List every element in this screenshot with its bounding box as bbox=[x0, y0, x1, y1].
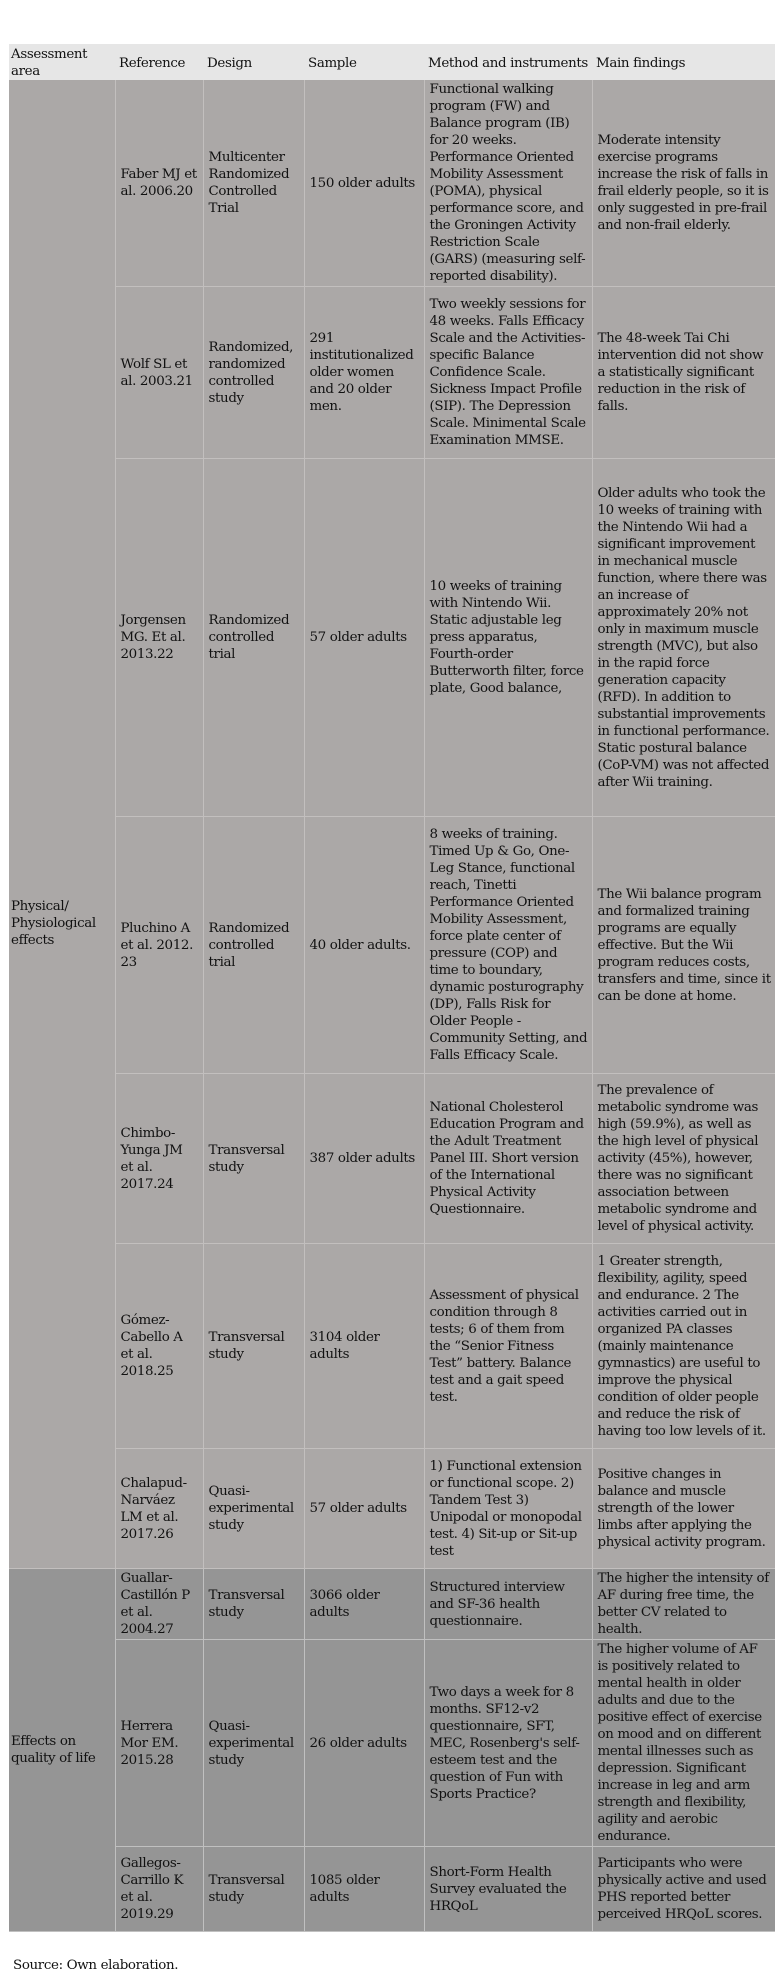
sample-cell: 57 older adults bbox=[304, 1449, 424, 1569]
sample-cell: 387 older adults bbox=[304, 1074, 424, 1244]
assessment-area-cell: Effects on quality of life bbox=[9, 1569, 115, 1932]
method-cell: National Cholesterol Education Program and the Adult Treatment Panel III. Short version of the International Physical Activity Questionnaire. bbox=[424, 1074, 592, 1244]
table-row bbox=[9, 817, 775, 1074]
table-row bbox=[9, 1449, 775, 1569]
sample-cell: 40 older adults. bbox=[304, 817, 424, 1074]
design-cell: Multicenter Randomized Controlled Trial bbox=[203, 80, 304, 287]
findings-cell: Positive changes in balance and muscle strength of the lower limbs after applying the physical activity program. bbox=[592, 1449, 775, 1569]
method-cell: Structured interview and SF-36 health questionnaire. bbox=[424, 1569, 592, 1640]
header-sample: Sample bbox=[304, 44, 424, 80]
findings-cell: The 48-week Tai Chi intervention did not show a statistically significant reduction in the risk of falls. bbox=[592, 287, 775, 459]
findings-cell: The higher the intensity of AF during free time, the better CV related to health. bbox=[592, 1569, 775, 1640]
sample-cell: 26 older adults bbox=[304, 1640, 424, 1847]
studies-table bbox=[9, 44, 775, 1932]
method-cell: Assessment of physical condition through 8 tests; 6 of them from the “Senior Fitness Test” battery. Balance test and a gait speed test. bbox=[424, 1244, 592, 1449]
reference-cell: Jorgensen MG. Et al. 2013.22 bbox=[115, 459, 203, 817]
table-row bbox=[9, 287, 775, 459]
findings-cell: The higher volume of AF is positively related to mental health in older adults and due to the positive effect of exercise on mood and on different mental illnesses such as depression. Significant increase in leg and arm strength and flexibility, agility and aerobic endurance. bbox=[592, 1640, 775, 1847]
reference-cell: Pluchino A et al. 2012. 23 bbox=[115, 817, 203, 1074]
source-note: Source: Own elaboration. bbox=[13, 1958, 179, 1973]
design-cell: Randomized controlled trial bbox=[203, 459, 304, 817]
header-method: Method and instruments bbox=[424, 44, 592, 80]
method-cell: Short-Form Health Survey evaluated the HRQoL bbox=[424, 1847, 592, 1932]
header-design: Design bbox=[203, 44, 304, 80]
table-row bbox=[9, 80, 775, 287]
sample-cell: 1085 older adults bbox=[304, 1847, 424, 1932]
design-cell: Randomized controlled trial bbox=[203, 817, 304, 1074]
design-cell: Transversal study bbox=[203, 1847, 304, 1932]
design-cell: Transversal study bbox=[203, 1244, 304, 1449]
table-row bbox=[9, 1244, 775, 1449]
reference-cell: Wolf SL et al. 2003.21 bbox=[115, 287, 203, 459]
findings-cell: 1 Greater strength, flexibility, agility, speed and endurance. 2 The activities carried out in organized PA classes (mainly maintenance gymnastics) are useful to improve the physical condition of older people and reduce the risk of having too low levels of it. bbox=[592, 1244, 775, 1449]
design-cell: Transversal study bbox=[203, 1569, 304, 1640]
header-findings: Main findings bbox=[592, 44, 775, 80]
findings-cell: The Wii balance program and formalized training programs are equally effective. But the Wii program reduces costs, transfers and time, since it can be done at home. bbox=[592, 817, 775, 1074]
assessment-area-cell: Physical/ Physiological effects bbox=[9, 80, 115, 1569]
sample-cell: 3104 older adults bbox=[304, 1244, 424, 1449]
method-cell: 8 weeks of training. Timed Up & Go, One-Leg Stance, functional reach, Tinetti Performance Oriented Mobility Assessment, force plate center of pressure (COP) and time to boundary, dynamic posturography (DP), Falls Risk for Older People - Community Setting, and Falls Efficacy Scale. bbox=[424, 817, 592, 1074]
design-cell: Quasi-experimental study bbox=[203, 1449, 304, 1569]
header-row bbox=[9, 44, 775, 80]
findings-cell: Participants who were physically active and used PHS reported better perceived HRQoL scores. bbox=[592, 1847, 775, 1932]
findings-cell: Older adults who took the 10 weeks of training with the Nintendo Wii had a significant improvement in mechanical muscle function, where there was an increase of approximately 20% not only in maximum muscle strength (MVC), but also in the rapid force generation capacity (RFD). In addition to substantial improvements in functional performance. Static postural balance (CoP-VM) was not affected after Wii training. bbox=[592, 459, 775, 817]
sample-cell: 291 institutionalized older women and 20 older men. bbox=[304, 287, 424, 459]
design-cell: Randomized, randomized controlled study bbox=[203, 287, 304, 459]
method-cell: Two weekly sessions for 48 weeks. Falls Efficacy Scale and the Activities-specific Balance Confidence Scale. Sickness Impact Profile (SIP). The Depression Scale. Minimental Scale Examination MMSE. bbox=[424, 287, 592, 459]
method-cell: Two days a week for 8 months. SF12-v2 questionnaire, SFT, MEC, Rosenberg's self-esteem test and the question of Fun with Sports Practice? bbox=[424, 1640, 592, 1847]
group-quality-of-life bbox=[9, 1569, 775, 1932]
reference-cell: Gómez-Cabello A et al. 2018.25 bbox=[115, 1244, 203, 1449]
table-row bbox=[9, 1847, 775, 1932]
design-cell: Transversal study bbox=[203, 1074, 304, 1244]
header-reference: Reference bbox=[115, 44, 203, 80]
method-cell: Functional walking program (FW) and Balance program (IB) for 20 weeks. Performance Oriented Mobility Assessment (POMA), physical performance score, and the Groningen Activity Restriction Scale (GARS) (measuring self-reported disability). bbox=[424, 80, 592, 287]
table-row bbox=[9, 1640, 775, 1847]
findings-cell: The prevalence of metabolic syndrome was high (59.9%), as well as the high level of physical activity (45%), however, there was no significant association between metabolic syndrome and level of physical activity. bbox=[592, 1074, 775, 1244]
sample-cell: 57 older adults bbox=[304, 459, 424, 817]
findings-cell: Moderate intensity exercise programs increase the risk of falls in frail elderly people, so it is only suggested in pre-frail and non-frail elderly. bbox=[592, 80, 775, 287]
reference-cell: Guallar-Castillón P et al. 2004.27 bbox=[115, 1569, 203, 1640]
reference-cell: Gallegos-Carrillo K et al. 2019.29 bbox=[115, 1847, 203, 1932]
design-cell: Quasi-experimental study bbox=[203, 1640, 304, 1847]
reference-cell: Chimbo-Yunga JM et al. 2017.24 bbox=[115, 1074, 203, 1244]
reference-cell: Chalapud-Narváez LM et al. 2017.26 bbox=[115, 1449, 203, 1569]
sample-cell: 150 older adults bbox=[304, 80, 424, 287]
group-physical-effects bbox=[9, 80, 775, 1569]
sample-cell: 3066 older adults bbox=[304, 1569, 424, 1640]
method-cell: 1) Functional extension or functional scope. 2) Tandem Test 3) Unipodal or monopodal test. 4) Sit-up or Sit-up test bbox=[424, 1449, 592, 1569]
method-cell: 10 weeks of training with Nintendo Wii. Static adjustable leg press apparatus, Fourth-order Butterworth filter, force plate, Good balance, bbox=[424, 459, 592, 817]
header-assessment-area: Assessment area bbox=[9, 44, 115, 80]
reference-cell: Faber MJ et al. 2006.20 bbox=[115, 80, 203, 287]
table-row bbox=[9, 459, 775, 817]
table-row bbox=[9, 1074, 775, 1244]
table-container bbox=[9, 44, 775, 1932]
table-row bbox=[9, 1569, 775, 1640]
reference-cell: Herrera Mor EM. 2015.28 bbox=[115, 1640, 203, 1847]
